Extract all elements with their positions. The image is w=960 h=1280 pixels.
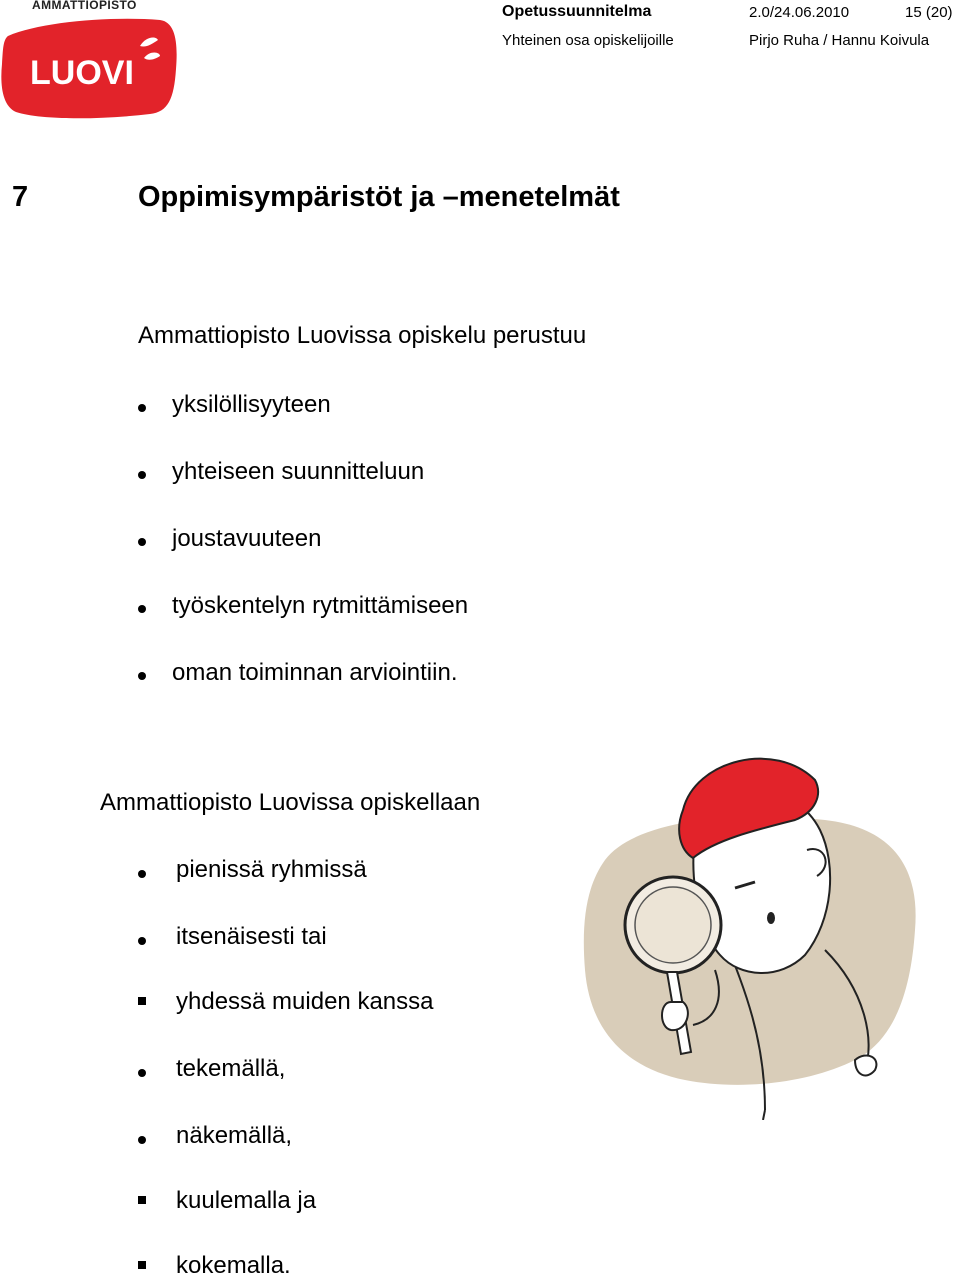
luovi-logo	[0, 14, 178, 122]
block1-item: oman toiminnan arviointiin.	[172, 659, 458, 686]
block2-item: näkemällä,	[176, 1122, 293, 1149]
block1-item: työskentelyn rytmittämiseen	[172, 592, 469, 619]
document-subtitle: Yhteinen osa opiskelijoille	[502, 32, 674, 49]
section-number: 7	[12, 181, 29, 213]
block2-item: itsenäisesti tai	[176, 923, 327, 950]
bullet-dot	[138, 404, 146, 412]
block2-item: kuulemalla ja	[176, 1187, 317, 1214]
document-version: 2.0/24.06.2010	[749, 4, 850, 21]
block2-item: pienissä ryhmissä	[176, 856, 367, 883]
document-authors: Pirjo Ruha / Hannu Koivula	[749, 32, 930, 49]
block2-intro: Ammattiopisto Luovissa opiskellaan	[100, 789, 481, 816]
logo-text: LUOVI	[30, 54, 134, 92]
bullet-square	[138, 997, 146, 1005]
document-title: Opetussuunnitelma	[502, 3, 652, 20]
block1-item: yhteiseen suunnitteluun	[172, 458, 425, 485]
block1-item: yksilöllisyyteen	[172, 391, 331, 418]
bullet-square	[138, 1261, 146, 1269]
bullet-dot	[138, 605, 146, 613]
boy-with-magnifying-glass-illustration	[575, 740, 935, 1120]
bullet-dot	[138, 1069, 146, 1077]
block2-item: tekemällä,	[176, 1055, 286, 1082]
block1-item: joustavuuteen	[172, 525, 322, 552]
bullet-dot	[138, 1136, 146, 1144]
page-number: 15 (20)	[905, 4, 953, 21]
bullet-dot	[138, 870, 146, 878]
org-name: AMMATTIOPISTO	[32, 0, 137, 12]
bullet-square	[138, 1196, 146, 1204]
bullet-dot	[138, 471, 146, 479]
section-title: Oppimisympäristöt ja –menetelmät	[138, 181, 620, 213]
bullet-dot	[138, 538, 146, 546]
bullet-dot	[138, 672, 146, 680]
block2-item: kokemalla.	[176, 1252, 291, 1279]
block2-item: yhdessä muiden kanssa	[176, 988, 434, 1015]
bullet-dot	[138, 937, 146, 945]
block1-intro: Ammattiopisto Luovissa opiskelu perustuu	[138, 322, 587, 349]
